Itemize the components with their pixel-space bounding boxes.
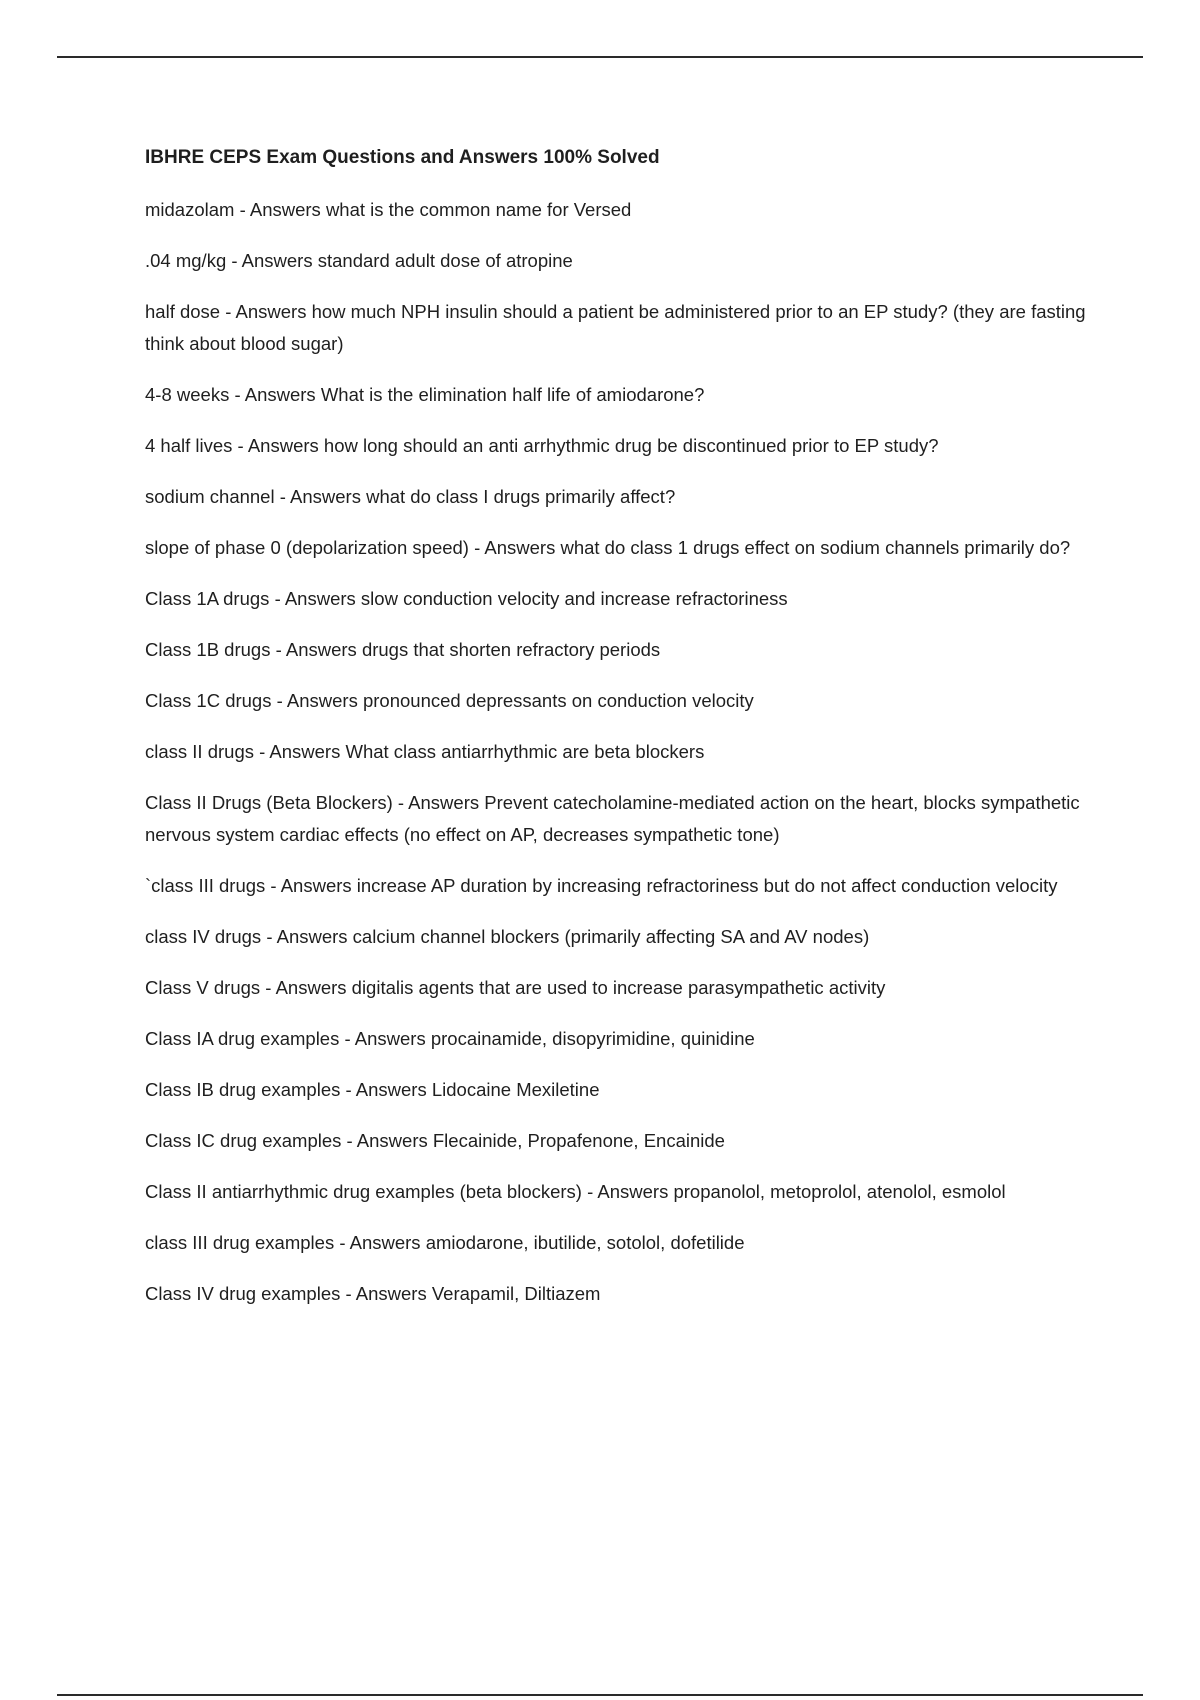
qa-item: slope of phase 0 (depolarization speed) - Answers what do class 1 drugs effect on sodium channels primarily do? [145,537,1071,558]
qa-item: Class 1A drugs - Answers slow conduction velocity and increase refractoriness [145,588,788,609]
qa-item: Class IV drug examples - Answers Verapamil, Diltiazem [145,1283,601,1304]
qa-item: class III drug examples - Answers amiodarone, ibutilide, sotolol, dofetilide [145,1232,745,1253]
qa-list [145,194,1090,1310]
qa-item: 4-8 weeks - Answers What is the elimination half life of amiodarone? [145,384,705,405]
qa-item: sodium channel - Answers what do class I drugs primarily affect? [145,486,676,507]
document-body [145,144,1090,1329]
qa-item: midazolam - Answers what is the common name for Versed [145,199,632,220]
qa-item: class IV drugs - Answers calcium channel blockers (primarily affecting SA and AV nodes) [145,926,870,947]
qa-item: .04 mg/kg - Answers standard adult dose of atropine [145,250,573,271]
qa-item: half dose - Answers how much NPH insulin should a patient be administered prior to an EP study? (they are fasting think about blood sugar) [145,301,1086,354]
qa-item: 4 half lives - Answers how long should an anti arrhythmic drug be discontinued prior to EP study? [145,435,939,456]
qa-item: Class IB drug examples - Answers Lidocaine Mexiletine [145,1079,600,1100]
qa-item: Class IC drug examples - Answers Flecainide, Propafenone, Encainide [145,1130,725,1151]
qa-item: Class 1B drugs - Answers drugs that shorten refractory periods [145,639,661,660]
document-title: IBHRE CEPS Exam Questions and Answers 100% Solved [145,147,660,168]
qa-item: Class II antiarrhythmic drug examples (beta blockers) - Answers propanolol, metoprolol, atenolol, esmolol [145,1181,1006,1202]
qa-item: Class 1C drugs - Answers pronounced depressants on conduction velocity [145,690,754,711]
qa-item: `class III drugs - Answers increase AP duration by increasing refractoriness but do not affect conduction velocity [145,875,1058,896]
qa-item: Class IA drug examples - Answers procainamide, disopyrimidine, quinidine [145,1028,755,1049]
footer-rule [57,1694,1143,1696]
header-rule [57,56,1143,58]
qa-item: class II drugs - Answers What class antiarrhythmic are beta blockers [145,741,705,762]
qa-item: Class V drugs - Answers digitalis agents that are used to increase parasympathetic activity [145,977,886,998]
qa-item: Class II Drugs (Beta Blockers) - Answers Prevent catecholamine-mediated action on the heart, blocks sympathetic nervous system cardiac effects (no effect on AP, decreases sympathetic tone) [145,792,1080,845]
